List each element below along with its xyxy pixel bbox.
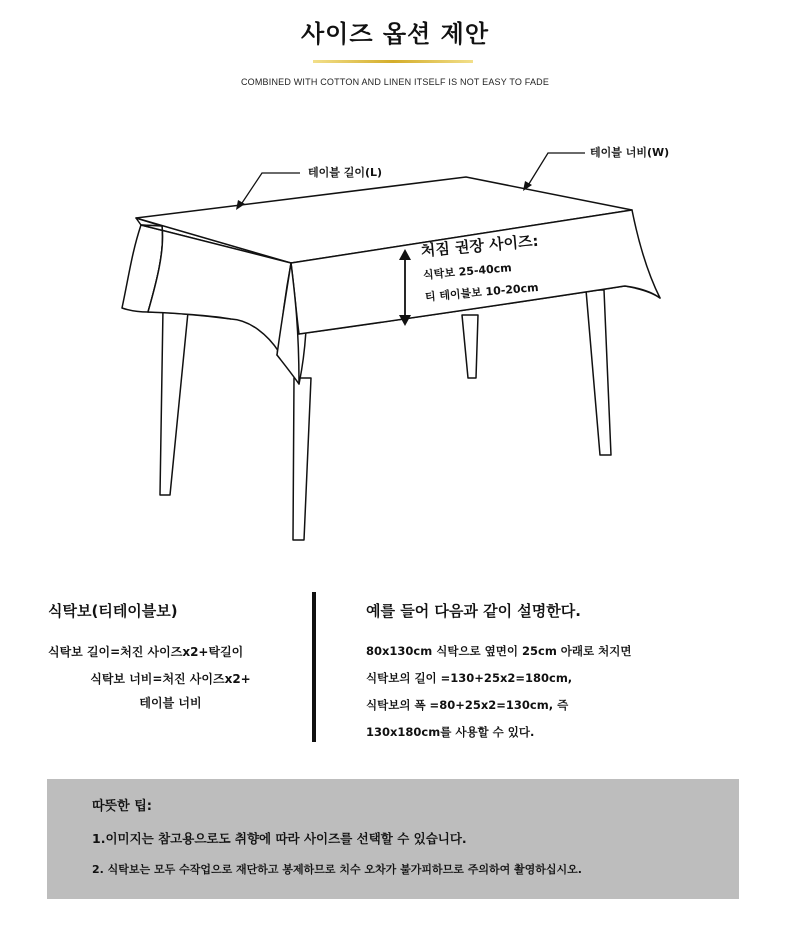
formula-width-line1: 식탁보 너비=처진 사이즈x2+ <box>90 672 251 686</box>
tip-item-2: 2. 식탁보는 모두 수작업으로 재단하고 봉제하므로 치수 오차가 불가피하므로 주의하여 촬영하십시오. <box>92 863 582 876</box>
width-leader-line <box>527 153 585 187</box>
formula-length: 식탁보 길이=처진 사이즈x2+탁길이 <box>48 645 244 659</box>
formula-heading: 식탁보(티테이블보) <box>48 602 178 620</box>
page-title: 사이즈 옵션 제안 <box>301 20 489 48</box>
formula-section <box>48 600 293 711</box>
table-width-label: 테이블 너비(W) <box>590 146 670 159</box>
drape-tablecloth-range: 식탁보 25-40cm <box>422 261 513 282</box>
table-leg-back-right <box>586 290 611 455</box>
drape-arrow-down <box>399 315 411 326</box>
drape-recommendation <box>420 230 543 305</box>
table-leg-front-right <box>293 378 311 540</box>
page-subtitle: COMBINED WITH COTTON AND LINEN ITSELF IS NOT EASY TO FADE <box>240 77 550 87</box>
example-section <box>366 600 766 740</box>
tip-item-1: 1.이미지는 참고용으로도 취향에 따라 사이즈를 선택할 수 있습니다. <box>92 831 467 846</box>
tips-heading: 따뜻한 팁: <box>92 799 152 814</box>
table-leg-front-left <box>160 308 188 495</box>
example-line: 식탁보의 길이 =130+25x2=180cm, <box>366 671 573 685</box>
example-line: 130x180cm를 사용할 수 있다. <box>366 725 535 739</box>
table-length-label: 테이블 길이(L) <box>308 166 383 179</box>
tips-box <box>47 779 739 899</box>
title-underline <box>313 60 473 63</box>
formula-width-line2: 테이블 너비 <box>139 696 202 710</box>
example-line: 80x130cm 식탁으로 옆면이 25cm 아래로 처지면 <box>366 644 632 658</box>
example-heading: 예를 들어 다음과 같이 설명한다. <box>366 602 581 620</box>
table-diagram <box>0 130 790 550</box>
drape-tea-table-range: 티 테이블보 10-20cm <box>424 280 540 304</box>
drape-title: 처짐 권장 사이즈: <box>420 231 540 260</box>
vertical-divider <box>312 592 316 742</box>
table-leg-back-left <box>462 315 478 378</box>
example-line: 식탁보의 폭 =80+25x2=130cm, 즉 <box>366 698 569 712</box>
